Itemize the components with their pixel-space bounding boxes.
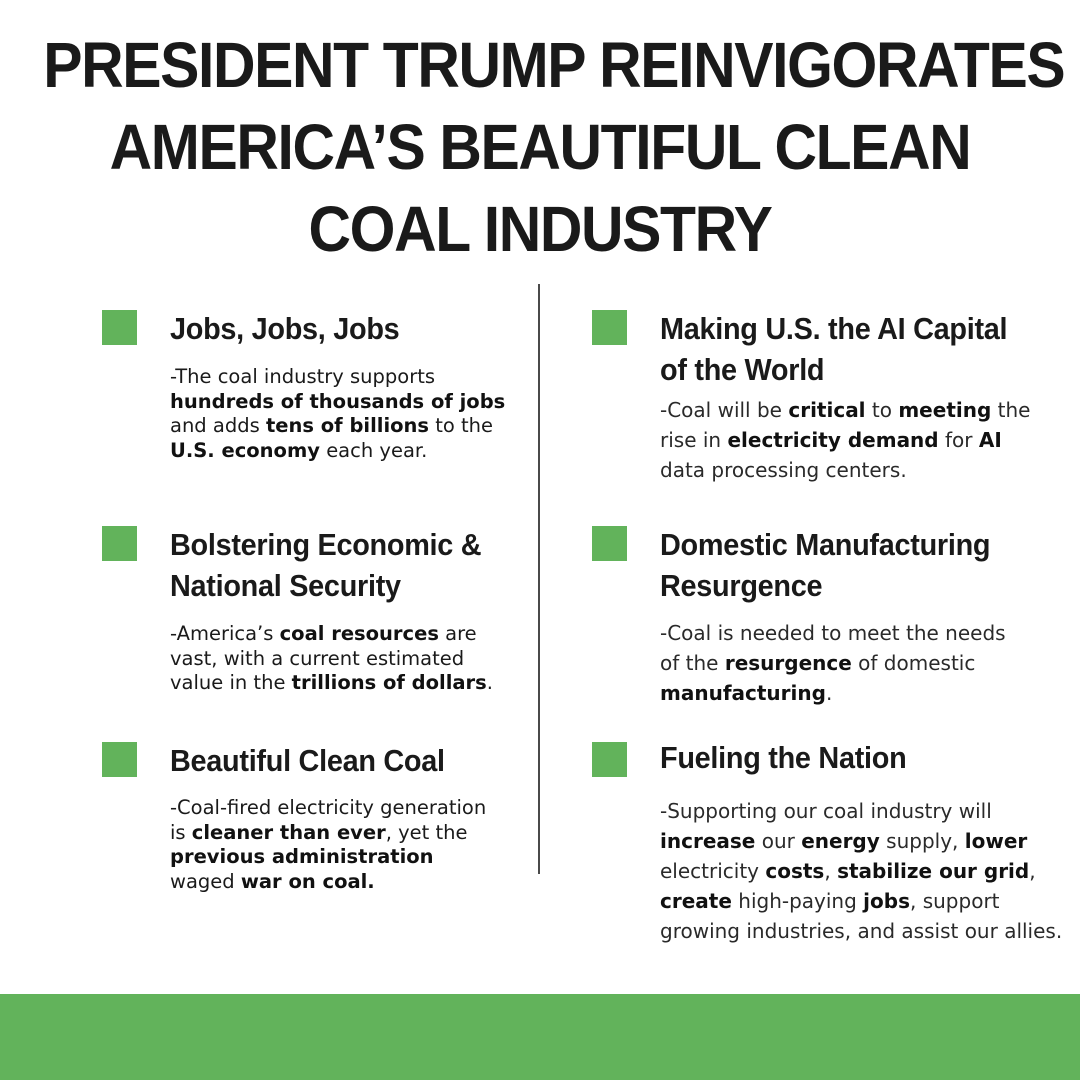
item-body: -Coal is needed to meet the needs of the resurgence of domestic manufacturing. [660, 621, 1006, 705]
title-line-2: AMERICA’S BEAUTIFUL CLEAN [109, 111, 971, 183]
item-body: -America’s coal resources are vast, with a current estimated value in the trillions of dollars. [170, 622, 493, 694]
green-square-icon [102, 742, 137, 777]
item-heading: Making U.S. the AI Capital of the World [660, 311, 1008, 387]
item-heading: Bolstering Economic & National Security [170, 527, 482, 603]
green-square-icon [592, 310, 627, 345]
item-body: -Supporting our coal industry will increase our energy supply, lower electricity costs, stabilize our grid, create high-paying jobs, support growing industries, and assist our allies. [660, 799, 1063, 943]
item-heading: Jobs, Jobs, Jobs [170, 311, 400, 346]
item-heading: Fueling the Nation [660, 740, 907, 775]
green-square-icon [592, 526, 627, 561]
green-square-icon [102, 310, 137, 345]
item-body: -The coal industry supports hundreds of thousands of jobs and adds tens of billions to the U.S. economy each year. [170, 365, 506, 462]
item-heading: Domestic Manufacturing Resurgence [660, 527, 991, 603]
green-square-icon [102, 526, 137, 561]
page-title [43, 24, 1065, 270]
footer-bar [0, 994, 1080, 1080]
item-body: -Coal-fired electricity generation is cleaner than ever, yet the previous administration waged war on coal. [170, 796, 487, 893]
item-body: -Coal will be critical to meeting the rise in electricity demand for AI data processing centers. [660, 398, 1031, 482]
green-square-icon [592, 742, 627, 777]
title-line-1: PRESIDENT TRUMP REINVIGORATES [43, 29, 1065, 101]
item-heading: Beautiful Clean Coal [170, 743, 445, 778]
title-line-3: COAL INDUSTRY [308, 193, 772, 265]
column-divider [538, 284, 540, 874]
